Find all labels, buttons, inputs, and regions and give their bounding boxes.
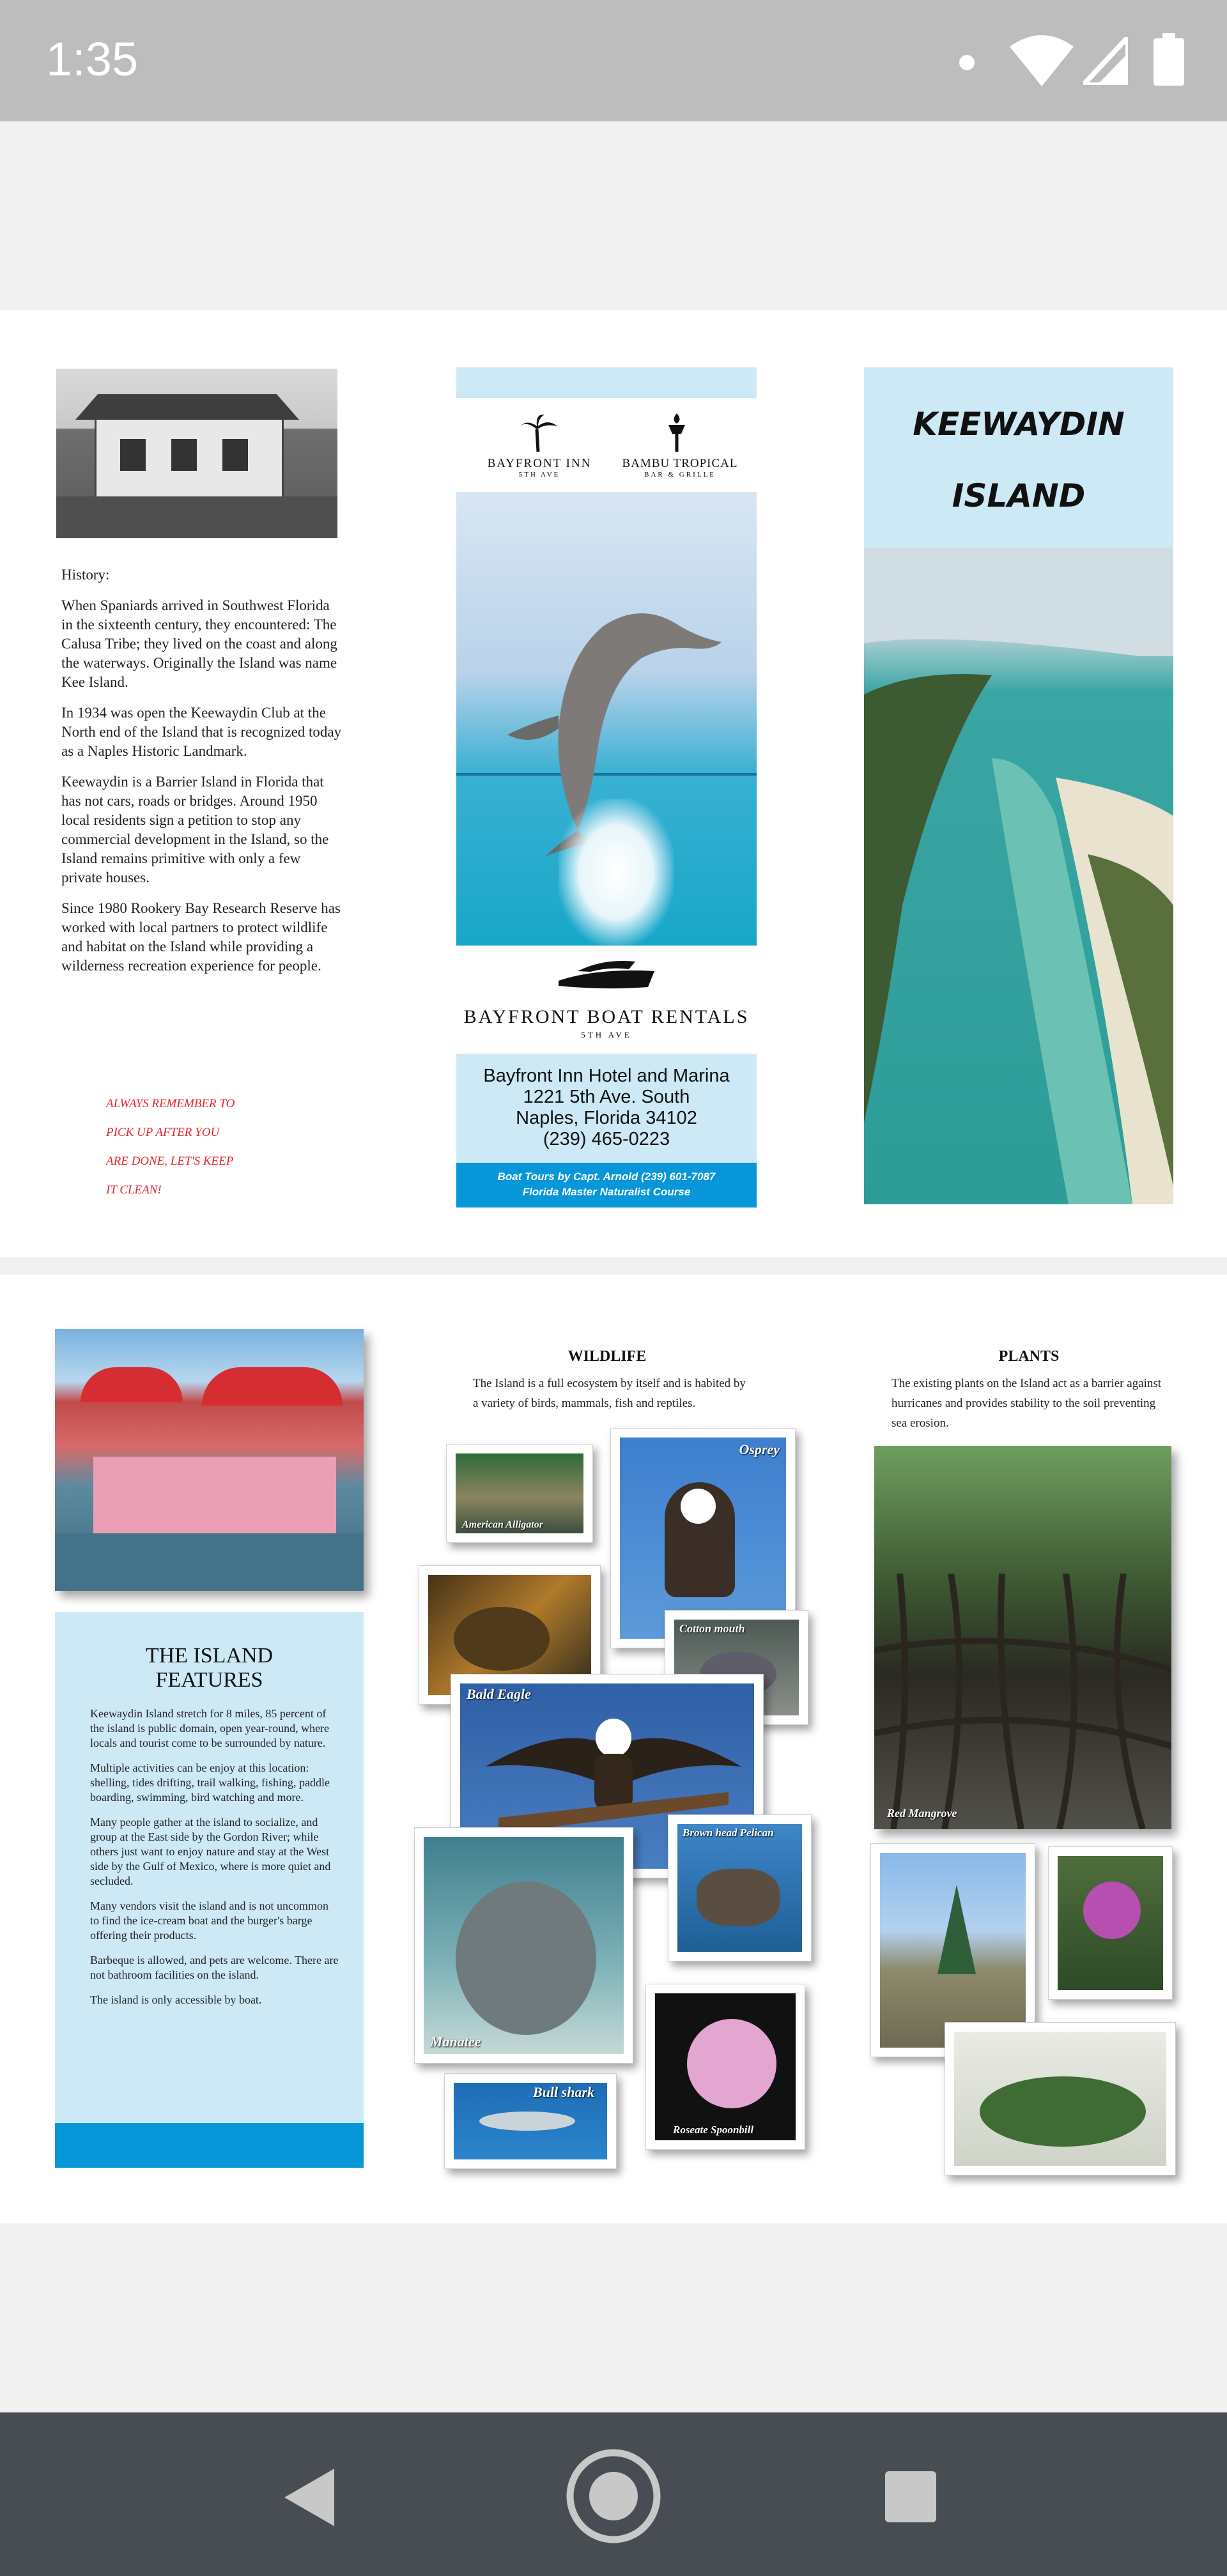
ice-cream-boat-photo xyxy=(55,1329,364,1591)
bayfront-inn-logo: BAYFRONT INN xyxy=(487,457,592,470)
hotel-name: Bayfront Inn Hotel and Marina xyxy=(483,1066,730,1086)
recents-icon[interactable] xyxy=(885,2471,936,2522)
reminder-note: ALWAYS REMEMBER TO PICK UP AFTER YOU ARE DONE, LET'S KEEP IT CLEAN! xyxy=(106,1097,235,1197)
wifi-icon xyxy=(1010,35,1074,86)
history-paragraph: Keewaydin is a Barrier Island in Florida that has not cars, roads or bridges. Around 1950 local residents sign a petition to stop any commercial development in the Island, so the Island remains primitive with only a few private houses. xyxy=(61,774,329,885)
wildlife-intro: The Island is a full ecosystem by itself and is habited by a variety of birds, mammals, fish and reptiles. xyxy=(473,1377,746,1410)
island-cover-panel xyxy=(864,367,1173,1204)
cover-title-line2: ISLAND xyxy=(952,477,1086,514)
features-paragraph: Many vendors visit the island and is not uncommon to find the ice-cream boat and the burger's barge offering their products. xyxy=(90,1899,328,1942)
home-icon[interactable] xyxy=(566,2448,661,2544)
brochure-page-1 xyxy=(0,310,1227,1257)
contact-box xyxy=(456,1054,757,1208)
thistle-photo xyxy=(1048,1846,1173,2000)
notification-dot-icon xyxy=(959,54,975,71)
navigation-bar xyxy=(0,2412,1227,2576)
features-paragraph: Many people gather at the island to socialize, and group at the East side by the Gordon River; while others just want to enjoy nature and stay at the West side by the Gulf of Mexico, where is more quiet and secluded. xyxy=(90,1816,331,1887)
osprey-photo: Osprey xyxy=(610,1428,796,1648)
alligator-photo: American Alligator xyxy=(446,1444,593,1543)
wildlife-heading: WILDLIFE xyxy=(567,1348,647,1365)
plants-heading: PLANTS xyxy=(998,1348,1060,1365)
phone-number: (239) 465-0223 xyxy=(543,1129,670,1149)
roseate-spoonbill-photo: Roseate Spoonbill xyxy=(645,1984,805,2150)
palm-tree-icon xyxy=(519,413,557,452)
history-heading: History: xyxy=(61,567,110,583)
street-address: 1221 5th Ave. South xyxy=(523,1087,690,1107)
boat-tours-banner: Boat Tours by Capt. Arnold (239) 601-7087 Florida Master Naturalist Course xyxy=(456,1163,757,1208)
history-paragraph: In 1934 was open the Keewaydin Club at the North end of the Island that is recognized today as a Naples Historic Landmark. xyxy=(61,705,342,759)
brochure-page-2 xyxy=(0,1275,1227,2223)
bambu-tropical-logo: BAMBU TROPICAL xyxy=(622,457,738,470)
pelican-photo: Brown head Pelican xyxy=(668,1814,812,1961)
beach-plant-photo xyxy=(945,2022,1176,2175)
back-icon[interactable] xyxy=(284,2469,336,2526)
cover-title-line1: KEEWAYDIN xyxy=(913,406,1125,443)
plants-intro: The existing plants on the Island act as a barrier against hurricanes and provides stability to the soil preventing sea erosion. xyxy=(891,1377,1162,1430)
red-mangrove-photo: Red Mangrove xyxy=(874,1446,1171,1829)
features-paragraph: The island is only accessible by boat. xyxy=(90,1993,262,2006)
aerial-island-photo xyxy=(864,548,1173,1204)
battery-icon xyxy=(1154,33,1184,86)
signal-icon xyxy=(1083,37,1128,85)
dolphin-photo xyxy=(456,492,757,946)
features-title-line1: THE ISLAND xyxy=(145,1644,274,1667)
history-paragraph: Since 1980 Rookery Bay Research Reserve has worked with local partners to protect wildlife and habitat on the Island while providing a wilderness recreation experience for people. xyxy=(61,900,341,974)
history-section xyxy=(61,565,343,987)
boat-logo-icon xyxy=(552,955,661,1000)
center-panel: BAYFRONT INN 5TH AVE BAMBU TROPICAL BAR & GRILLE BAYFRONT BOAT RENTALS 5TH AVE Bayfront Inn Hotel and Marina 1221 5th Ave. South Naples, Florida 34102 (239) 465-0223 Boat Tours by Capt. Arnold (239) 601-7087 Florida Master Naturalist Course xyxy=(456,367,757,1208)
city-address: Naples, Florida 34102 xyxy=(516,1108,697,1128)
bald-eagle-photo: Bald Eagle xyxy=(451,1674,764,1878)
cotton-mouth-photo: Cotton mouth xyxy=(665,1610,808,1725)
bull-shark-photo: Bull shark xyxy=(444,2073,617,2169)
bayfront-boat-rentals-logo: BAYFRONT BOAT RENTALS xyxy=(463,1006,750,1027)
history-paragraph: When Spaniards arrived in Southwest Florida in the sixteenth century, they encountered: The Calusa Tribe; they lived on the coast and along the waterways. Originally the Island was name Kee Island. xyxy=(61,597,337,690)
features-title-line2: FEATURES xyxy=(155,1668,263,1692)
features-paragraph: Keewaydin Island stretch for 8 miles, 85 percent of the island is public domain, open year-round, where locals and tourist come to be surrounded by nature. xyxy=(90,1707,330,1749)
clock: 1:35 xyxy=(46,33,139,86)
island-features-panel xyxy=(55,1612,364,2168)
tiki-torch-icon xyxy=(661,413,693,452)
manatee-photo: Manatee xyxy=(414,1827,633,2064)
status-bar xyxy=(0,0,1227,121)
historic-house-photo xyxy=(56,369,337,538)
features-paragraph: Multiple activities can be enjoy at this location: shelling, tides drifting, trail walking, fishing, paddle boarding, swimming, bird watching and more. xyxy=(90,1761,330,1804)
features-paragraph: Barbeque is allowed, and pets are welcome. There are not bathroom facilities on the island. xyxy=(90,1954,339,1981)
